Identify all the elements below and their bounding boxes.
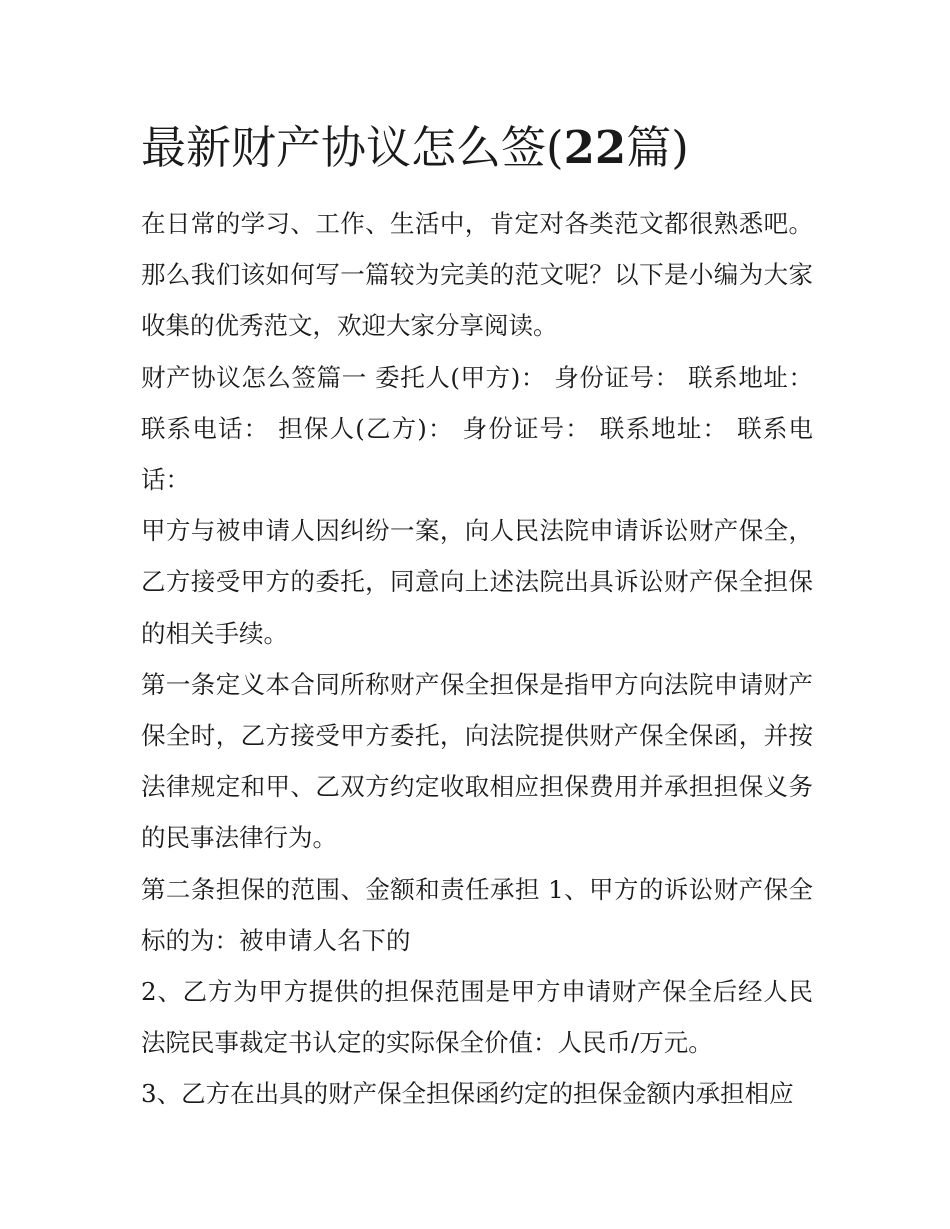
clause-two-paragraph: 2、乙方为甲方提供的担保范围是甲方申请财产保全后经人民法院民事裁定书认定的实际保全价值：人民币/万元。: [141, 977, 813, 1058]
intro-paragraph: 在日常的学习、工作、生活中，肯定对各类范文都很熟悉吧。那么我们该如何写一篇较为完美的范文呢？以下是小编为大家收集的优秀范文，欢迎大家分享阅读。: [141, 209, 813, 341]
title-suffix: 篇): [626, 121, 689, 174]
title-number: 22: [563, 121, 627, 174]
clause-three-paragraph: 3、乙方在出具的财产保全担保函约定的担保金额内承担相应: [141, 1079, 794, 1109]
document-body: [141, 198, 813, 1120]
background-paragraph: 甲方与被申请人因纠纷一案，向人民法院申请诉讼财产保全，乙方接受甲方的委托，同意向上述法院出具诉讼财产保全担保的相关手续。: [141, 516, 813, 648]
article-two-paragraph: 第二条担保的范围、金额和责任承担 1、甲方的诉讼财产保全标的为：被申请人名下的: [141, 874, 813, 955]
title-prefix: 最新财产协议怎么签(: [141, 121, 564, 174]
parties-paragraph: 财产协议怎么签篇一 委托人(甲方)： 身份证号： 联系地址： 联系电话： 担保人(乙方)： 身份证号： 联系地址： 联系电话：: [141, 362, 813, 495]
document-title: [141, 114, 813, 182]
article-one-paragraph: 第一条定义本合同所称财产保全担保是指甲方向法院申请财产保全时，乙方接受甲方委托，向法院提供财产保全保函，并按法律规定和甲、乙双方约定收取相应担保费用并承担担保义务的民事法律行为。: [141, 669, 813, 853]
document-page: [141, 114, 813, 1120]
